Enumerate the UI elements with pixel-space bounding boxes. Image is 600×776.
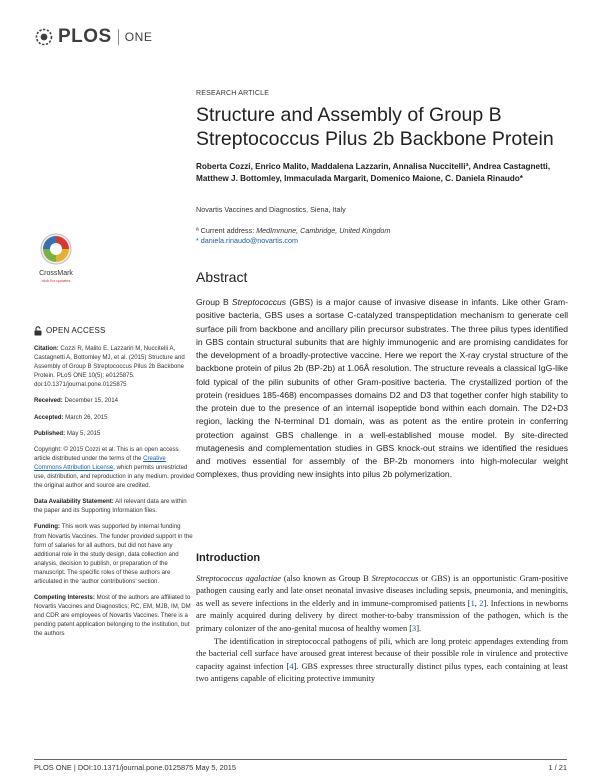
plos-dots-icon [33, 26, 55, 48]
crossmark-badge[interactable] [34, 230, 78, 288]
crossmark-icon [34, 230, 78, 288]
introduction-heading: Introduction [196, 552, 261, 564]
abstract-heading: Abstract [196, 269, 248, 285]
reference-link[interactable]: 1 [470, 598, 475, 608]
competing-interests-label: Competing Interests: [34, 594, 95, 602]
intro-text: or GBS) is an opportunistic Gram-positive pathogen causing early and late onset neonatal invasive diseases including sepsis, pneumonia, and meningitis, as well as severe infections in the elderly and in immune-compromised patients [ [196, 574, 568, 608]
footer-citation: PLOS ONE | DOI:10.1371/journal.pone.0125875 May 5, 2015 [34, 763, 237, 772]
intro-paragraph [196, 636, 568, 686]
reference-link[interactable]: 4 [289, 661, 294, 671]
data-availability-block [34, 497, 194, 515]
copyright-text: Copyright: © 2015 Cozzi et al. This is an open access article distributed under the terms of the [34, 445, 179, 462]
crossmark-label: CrossMark [39, 270, 73, 277]
author-list: Roberta Cozzi, Enrico Malito, Maddalena Lazzarin, Annalisa Nuccitelliª, Andrea Castagnetti, Matthew J. Bottomley, Immaculada Margarit, Domenico Maione, C. Daniela Rinaudo* [196, 162, 551, 183]
data-availability-label: Data Availability Statement: [34, 498, 114, 506]
intro-paragraph [196, 573, 568, 635]
received-value: December 15, 2014 [62, 397, 119, 405]
crossmark-sublabel: click for updates [41, 278, 71, 283]
reference-link[interactable]: 3 [412, 623, 417, 633]
open-access-badge [34, 326, 194, 336]
data-availability-text: All relevant data are within the paper and its Supporting Information files. [34, 498, 187, 515]
received-date [34, 396, 194, 405]
affiliation: Novartis Vaccines and Diagnostics, Siena, Italy [196, 205, 346, 214]
accepted-value: March 26, 2015 [63, 413, 108, 421]
open-access-label: OPEN ACCESS [46, 326, 106, 336]
published-label: Published: [34, 429, 66, 437]
open-lock-icon [34, 326, 42, 336]
article-type: RESEARCH ARTICLE [196, 90, 270, 97]
license-link[interactable]: Creative Commons Attribution License [34, 454, 166, 471]
corresponding-email[interactable]: * daniela.rinaudo@novartis.com [196, 236, 298, 245]
page-number: 1 / 21 [548, 763, 567, 772]
current-address [196, 225, 390, 236]
logo-divider [118, 29, 119, 45]
received-label: Received: [34, 397, 63, 405]
competing-interests-block [34, 593, 194, 638]
journal-logo[interactable] [33, 24, 153, 50]
intro-text: ]. [416, 623, 422, 633]
current-address-prefix: ª Current address: [196, 226, 257, 235]
article-title: Structure and Assembly of Group B Streptococcus Pilus 2b Backbone Protein [196, 104, 554, 150]
citation-label: Citation: [34, 345, 59, 352]
article-sidebar [34, 326, 194, 646]
funding-label: Funding: [34, 523, 61, 531]
current-address-text: MedImmune, Cambridge, United Kingdom [256, 226, 391, 235]
genus-name: Streptococcus [371, 574, 419, 583]
published-date [34, 429, 194, 438]
funding-text: This work was supported by internal funding from Novartis Vaccines. The funder provided support in the form of salaries for all authors, but did not have any additional role in the study design, data collection and analysis, decision to publish, or preparation of the manuscript. The specific roles of these authors are articulated in the ‘author contributions’ section. [34, 523, 193, 585]
citation-block [34, 344, 194, 389]
citation-text: Cozzi R, Malito E, Lazzarin M, Nuccitelli A, Castagnetti A, Bottomley MJ, et al. (2015) Structure and Assembly of Group B Streptococcus Pilus 2b Backbone Protein. PLoS ONE 10(5): e0125875. doi:10.1371/journal.pone.0125875 [34, 345, 185, 389]
intro-text: (also known as Group B [280, 574, 372, 583]
abstract-text-italic: Streptococcus [231, 297, 287, 307]
footer-divider [34, 759, 567, 760]
copyright-text-end: , which permits unrestricted use, distribution, and reproduction in any medium, provided the original author and source are credited. [34, 463, 194, 490]
introduction-body [196, 573, 568, 686]
abstract-text-rest: (GBS) is a major cause of invasive disease in infants. Like other Gram-positive bacteria, GBS uses a sortase C-catalyzed transpeptidation mechanism to generate cell surface pili from backbone and ancillary pilin precursor substrates. The three pilus types identified in GBS contain structural subunits that are highly immunogenic and are promising candidates for the development of a broadly-protective vaccine. Here we report the X-ray crystal structure of the backbone protein of pilus 2b (BP-2b) at 1.06Å resolution. The structure reveals a classical IgG-like fold typical of the pilin subunits of other Gram-positive bacteria. The crystallized portion of the protein (residues 185-468) encompasses domains D2 and D3 that together confer high stability to the protein due to the presence of an internal isopeptide bond within each domain. The D2+D3 region, lacking the N-terminal D1 domain, was as potent as the entire protein in conferring protection against GBS challenge in a well-established mouse model. By site-directed mutagenesis and complementation studies in GBS knock-out strains we identified the residues and motives essential for assembly of the BP-2b monomers into high-molecular weight complexes, thus providing new insights into pilus 2b polymerization. [196, 297, 568, 480]
intro-text: ]. GBS expresses three structurally distinct pilus types, each containing at least two antigens capable of eliciting protective immunity [196, 661, 568, 684]
species-name: Streptococcus agalactiae [196, 574, 281, 583]
copyright-block [34, 445, 194, 490]
reference-link[interactable]: 2 [479, 598, 484, 608]
intro-text: , [474, 598, 480, 608]
journal-subtitle: ONE [124, 30, 153, 44]
intro-text: ]. Infections in newborns are mainly acquired during delivery by direct mother-to-baby transmission of the pathogen, which is the primary colonizer of the ano-genital mucosa of healthy women [ [196, 598, 569, 633]
abstract-text-start: Group B [196, 297, 232, 307]
competing-interests-text: Most of the authors are affiliated to Novartis Vaccines and Diagnostics; RC, EM, MJB, IM, DM and CDR are employees of Novartis Vaccines. There is a pending patent application belonging to the institution, but the authors [34, 594, 191, 638]
accepted-label: Accepted: [34, 413, 64, 421]
journal-name: PLOS [58, 26, 112, 47]
funding-block [34, 522, 194, 586]
intro-text: The identification in streptococcal pathogens of pili, which are long proteic appendages extending from the bacterial cell surface have aroused great interest because of their possible role in virulence and protective capacity against infection [ [196, 637, 568, 671]
published-value: May 5, 2015 [65, 429, 101, 437]
accepted-date [34, 413, 194, 422]
abstract-body [196, 296, 568, 482]
